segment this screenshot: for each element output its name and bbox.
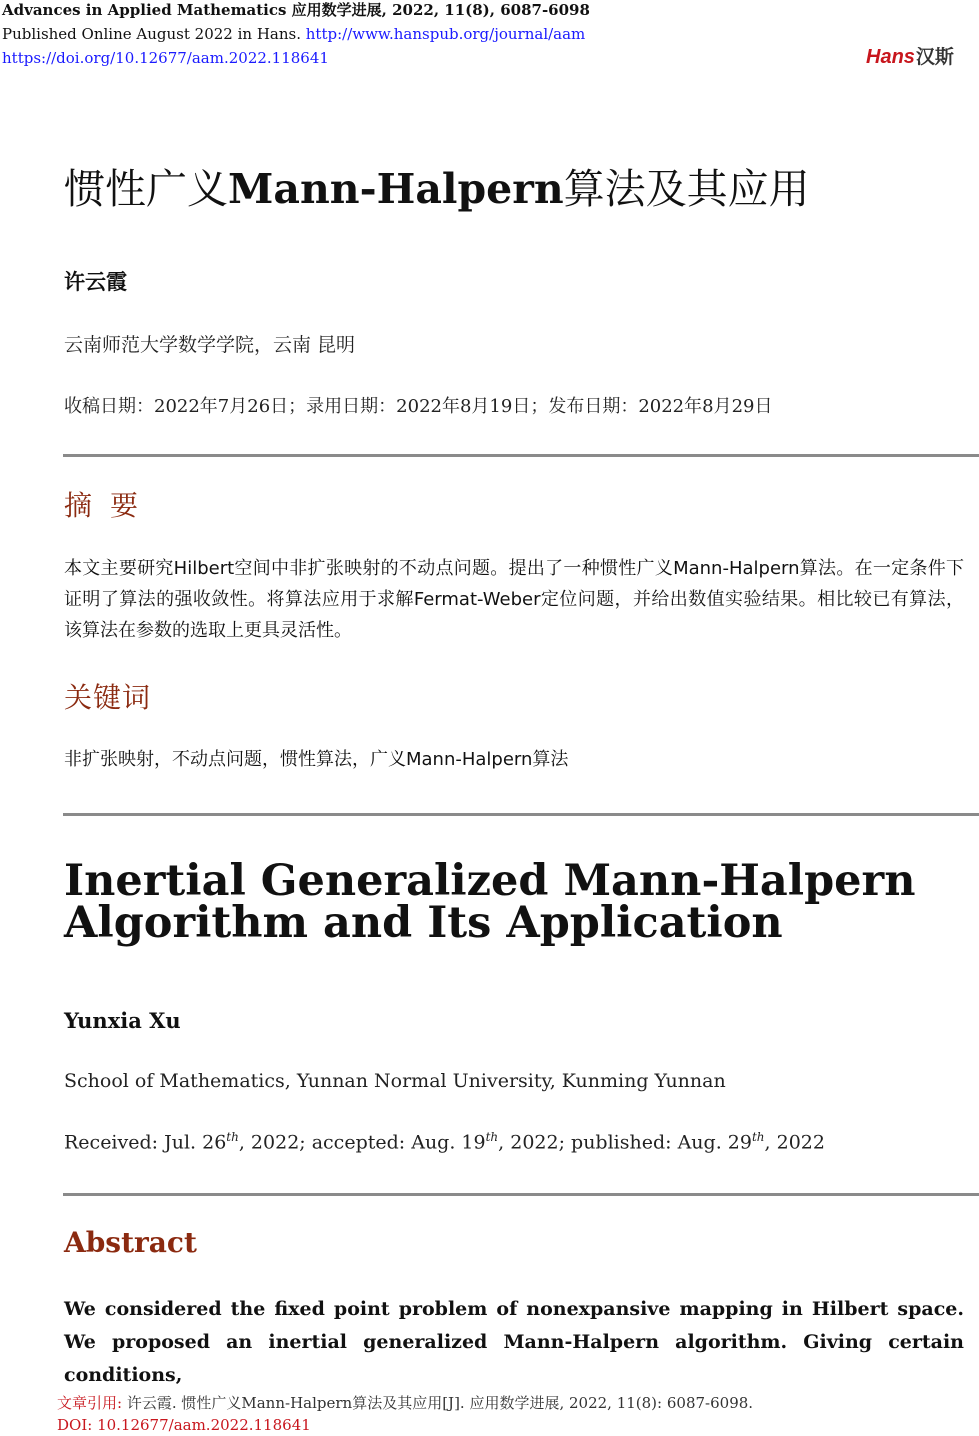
title-cn-prefix: 惯性广义 xyxy=(64,165,228,213)
author-cn: 许云霞 xyxy=(64,269,127,294)
date-published: , 2022; published: Aug. 29 xyxy=(498,1131,752,1154)
abstract-heading-cn xyxy=(64,484,156,524)
keywords-heading-cn: 关键词 xyxy=(64,681,152,714)
divider xyxy=(63,1193,979,1196)
title-cn xyxy=(64,156,810,215)
doi-link[interactable]: https://doi.org/10.12677/aam.2022.118641 xyxy=(2,49,329,67)
journal-link[interactable]: http://www.hanspub.org/journal/aam xyxy=(305,25,586,43)
dates-cn: 收稿日期：2022年7月26日；录用日期：2022年8月19日；发布日期：2022年8月29日 xyxy=(64,396,773,417)
date-received: Received: Jul. 26 xyxy=(64,1131,227,1154)
affiliation-en: School of Mathematics, Yunnan Normal University, Kunming Yunnan xyxy=(64,1070,726,1092)
published-prefix: Published Online August 2022 in Hans. xyxy=(2,25,301,43)
title-en: Inertial Generalized Mann-Halpern Algorithm and Its Application xyxy=(64,856,916,948)
keywords-cn: 非扩张映射，不动点问题，惯性算法，广义Mann-Halpern算法 xyxy=(64,749,569,770)
abstract-heading-en: Abstract xyxy=(64,1226,197,1259)
published-line xyxy=(2,24,585,44)
author-en: Yunxia Xu xyxy=(64,1008,181,1033)
ordinal-suffix: th xyxy=(226,1130,239,1144)
title-cn-suffix: 算法及其应用 xyxy=(563,165,810,213)
abstract-en: We considered the fixed point problem of nonexpansive mapping in Hilbert space. We proposed an inertial generalized Mann-Halpern algorithm. Giving certain conditions, xyxy=(64,1298,964,1386)
affiliation-cn: 云南师范大学数学学院，云南 昆明 xyxy=(64,334,356,356)
journal-line: Advances in Applied Mathematics 应用数学进展, 2022, 11(8), 6087-6098 xyxy=(2,1,590,19)
divider xyxy=(63,454,979,457)
date-year: , 2022 xyxy=(764,1131,825,1154)
ordinal-suffix: th xyxy=(485,1130,499,1144)
publisher-logo xyxy=(866,42,954,69)
citation-doi: DOI: 10.12677/aam.2022.118641 xyxy=(57,1416,311,1434)
abstract-cn: 本文主要研究Hilbert空间中非扩张映射的不动点问题。提出了一种惯性广义Mann-Halpern算法。在一定条件下证明了算法的强收敛性。将算法应用于求解Fermat-Weber定位问题，并给出数值实验结果。相比较已有算法，该算法在参数的选取上更具灵活性。 xyxy=(64,558,964,641)
divider xyxy=(63,813,979,816)
citation-text: 许云霞. 惯性广义Mann-Halpern算法及其应用[J]. 应用数学进展, 2022, 11(8): 6087-6098. xyxy=(126,1394,754,1412)
citation-label: 文章引用: xyxy=(57,1394,123,1412)
logo-latin: Hans xyxy=(866,46,915,68)
citation-line xyxy=(57,1392,753,1414)
ordinal-suffix: th xyxy=(751,1130,765,1144)
logo-cn: 汉斯 xyxy=(915,47,954,68)
citation xyxy=(57,1392,753,1436)
date-accepted: , 2022; accepted: Aug. 19 xyxy=(238,1131,486,1154)
dates-en xyxy=(64,1130,825,1153)
abstract-heading-cn-text: 摘要 xyxy=(64,489,157,522)
title-cn-bold: Mann-Halpern xyxy=(228,165,564,213)
